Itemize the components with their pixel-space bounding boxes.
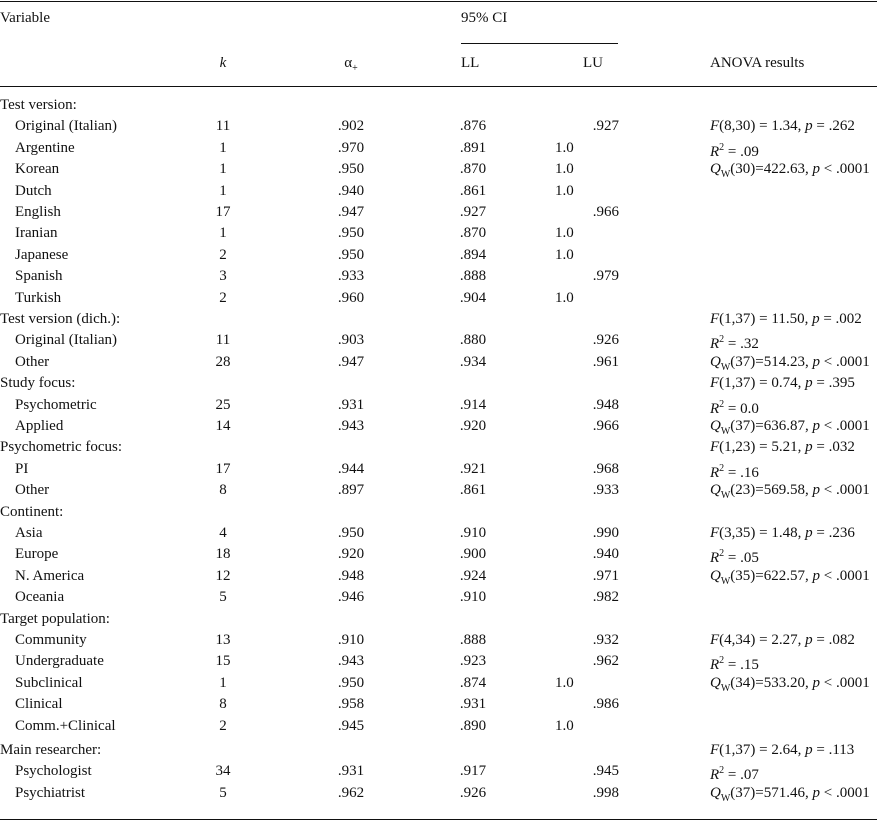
row-k: 2 <box>219 717 227 734</box>
row-lu: .982 <box>592 589 619 606</box>
anova-line: $R^2 = .09$ <box>710 141 759 160</box>
row-label: Dutch <box>15 182 52 199</box>
row-lu: 1.0 <box>555 225 574 242</box>
anova-line: F(3,35) = 1.48, p = .236 <box>710 525 855 541</box>
row-alpha: .897 <box>337 482 365 499</box>
row-alpha: .945 <box>337 717 365 734</box>
header-ci: 95% CI <box>461 10 508 26</box>
row-label: Undergraduate <box>15 653 104 670</box>
row-label: Original (Italian) <box>15 332 118 349</box>
row-lu: .933 <box>592 482 619 499</box>
row-label: Europe <box>15 546 59 563</box>
row-lu: .966 <box>592 418 619 434</box>
row-alpha: .958 <box>337 696 365 713</box>
row-label: Subclinical <box>15 674 83 691</box>
row-label: PI <box>15 460 29 477</box>
row-ll: .927 <box>459 204 487 220</box>
anova-line: $Q_W(35)=622.57$, p < .0001 <box>710 567 870 587</box>
anova-line: F(8,30) = 1.34, p = .262 <box>710 118 855 135</box>
header-anova: ANOVA results <box>710 55 805 71</box>
header-rule <box>0 86 877 87</box>
row-k: 1 <box>219 161 227 178</box>
row-label: Clinical <box>15 696 63 713</box>
group-title: Test version (dich.): <box>0 311 121 327</box>
row-k: 15 <box>215 653 231 670</box>
anova-line: $R^2 = .07$ <box>710 765 759 784</box>
row-lu: .990 <box>592 525 619 541</box>
row-alpha: .931 <box>337 396 365 413</box>
row-k: 1 <box>219 182 227 199</box>
row-lu: 1.0 <box>555 717 574 734</box>
row-ll: .931 <box>459 696 487 713</box>
row-label: English <box>15 204 61 220</box>
group-title: Psychometric focus: <box>0 439 123 456</box>
header-alpha: $\alpha_+$ <box>344 55 358 74</box>
row-lu: 1.0 <box>555 289 574 306</box>
row-label: Original (Italian) <box>15 118 118 135</box>
anova-line: $Q_W(30)=422.63$, p < .0001 <box>710 161 870 181</box>
anova-line: F(1,23) = 5.21, p = .032 <box>710 439 855 456</box>
row-k: 12 <box>215 567 231 584</box>
row-k: 11 <box>215 118 231 135</box>
row-lu: .932 <box>592 632 619 648</box>
anova-line: F(4,34) = 2.27, p = .082 <box>710 632 855 648</box>
anova-line: $R^2 = .15$ <box>710 655 759 674</box>
row-lu: .927 <box>592 118 619 135</box>
anova-line: $Q_W(37)=636.87$, p < .0001 <box>710 418 870 437</box>
row-alpha: .947 <box>337 204 365 220</box>
header-lu: LU <box>583 55 603 71</box>
row-k: 11 <box>215 332 231 349</box>
row-alpha: .910 <box>337 632 365 648</box>
row-k: 8 <box>219 482 227 499</box>
ci-rule <box>461 43 618 44</box>
row-ll: .888 <box>459 268 487 285</box>
row-lu: .968 <box>592 460 619 477</box>
row-ll: .910 <box>459 589 487 606</box>
row-lu: .962 <box>592 653 619 670</box>
row-alpha: .950 <box>337 525 365 541</box>
row-ll: .917 <box>459 763 487 780</box>
row-alpha: .962 <box>337 784 365 801</box>
group-title: Main researcher: <box>0 742 102 758</box>
row-label: Korean <box>15 161 60 178</box>
row-alpha: .946 <box>337 589 365 606</box>
row-label: Applied <box>15 418 64 434</box>
row-alpha: .970 <box>337 139 365 156</box>
row-k: 8 <box>219 696 227 713</box>
row-label: Community <box>15 632 87 648</box>
row-alpha: .950 <box>337 674 365 691</box>
row-label: Other <box>15 353 50 370</box>
row-k: 1 <box>219 139 227 156</box>
row-ll: .861 <box>459 182 487 199</box>
row-lu: 1.0 <box>555 139 574 156</box>
row-label: Psychiatrist <box>15 784 85 801</box>
row-alpha: .903 <box>337 332 365 349</box>
row-k: 13 <box>215 632 231 648</box>
row-ll: .926 <box>459 784 487 801</box>
row-ll: .894 <box>459 246 487 263</box>
row-alpha: .944 <box>337 460 365 477</box>
anova-line: F(1,37) = 2.64, p = .113 <box>710 742 855 758</box>
header-k: k <box>219 55 227 71</box>
row-ll: .904 <box>459 289 487 306</box>
row-k: 3 <box>219 268 227 285</box>
row-ll: .920 <box>459 418 487 434</box>
row-ll: .900 <box>459 546 487 563</box>
row-alpha: .933 <box>337 268 365 285</box>
row-lu: .986 <box>592 696 619 713</box>
row-label: Argentine <box>15 139 75 156</box>
anova-line: F(1,37) = 11.50, p = .002 <box>710 311 862 327</box>
row-ll: .924 <box>459 567 487 584</box>
anova-line: $Q_W(23)=569.58$, p < .0001 <box>710 482 870 502</box>
row-lu: .966 <box>592 204 619 220</box>
anova-line: F(1,37) = 0.74, p = .395 <box>710 375 855 392</box>
row-label: Oceania <box>15 589 65 606</box>
row-alpha: .950 <box>337 225 365 242</box>
row-label: Comm.+Clinical <box>15 717 116 734</box>
row-label: Other <box>15 482 50 499</box>
row-ll: .861 <box>459 482 487 499</box>
row-lu: .979 <box>592 268 619 285</box>
row-label: Psychologist <box>15 763 92 780</box>
row-lu: .961 <box>592 353 619 370</box>
row-label: Psychometric <box>15 396 97 413</box>
row-label: N. America <box>15 567 85 584</box>
group-title: Study focus: <box>0 375 76 392</box>
row-ll: .934 <box>459 353 487 370</box>
row-k: 17 <box>215 204 231 220</box>
row-ll: .923 <box>459 653 487 670</box>
header-ll: LL <box>461 55 480 71</box>
row-alpha: .960 <box>337 289 365 306</box>
row-alpha: .940 <box>337 182 365 199</box>
anova-line: $R^2 = .32$ <box>710 334 759 353</box>
row-label: Japanese <box>15 246 69 263</box>
row-k: 17 <box>215 460 231 477</box>
row-alpha: .947 <box>337 353 365 370</box>
row-k: 5 <box>219 784 227 801</box>
row-ll: .891 <box>459 139 487 156</box>
row-label: Spanish <box>15 268 63 285</box>
row-k: 5 <box>219 589 227 606</box>
group-title: Target population: <box>0 610 110 627</box>
row-label: Iranian <box>15 225 58 242</box>
row-alpha: .943 <box>337 418 365 434</box>
header-variable: Variable <box>0 10 50 26</box>
row-ll: .870 <box>459 161 487 178</box>
row-k: 14 <box>215 418 231 434</box>
row-alpha: .902 <box>337 118 365 135</box>
row-k: 34 <box>215 763 231 780</box>
row-k: 1 <box>219 225 227 242</box>
anova-line: $R^2 = .16$ <box>710 462 759 481</box>
row-k: 4 <box>219 525 227 541</box>
top-rule <box>0 1 877 2</box>
row-lu: .971 <box>592 567 619 584</box>
row-alpha: .950 <box>337 246 365 263</box>
row-lu: .998 <box>592 784 619 801</box>
row-ll: .870 <box>459 225 487 242</box>
group-title: Test version: <box>0 97 77 113</box>
row-alpha: .950 <box>337 161 365 178</box>
row-alpha: .943 <box>337 653 365 670</box>
anova-line: $Q_W(34)=533.20$, p < .0001 <box>710 674 870 694</box>
row-alpha: .948 <box>337 567 365 584</box>
anova-line: $Q_W(37)=514.23$, p < .0001 <box>710 353 870 373</box>
row-lu: 1.0 <box>555 674 574 691</box>
row-ll: .874 <box>459 674 487 691</box>
row-k: 1 <box>219 674 227 691</box>
row-ll: .876 <box>459 118 487 135</box>
row-k: 2 <box>219 246 227 263</box>
row-label: Turkish <box>15 289 62 306</box>
row-k: 25 <box>215 396 231 413</box>
anova-line: $R^2 = .05$ <box>710 548 759 567</box>
anova-line: $Q_W(37)=571.46$, p < .0001 <box>710 784 870 804</box>
group-title: Continent: <box>0 503 64 520</box>
row-ll: .921 <box>459 460 487 477</box>
row-k: 28 <box>215 353 231 370</box>
row-ll: .914 <box>459 396 487 413</box>
row-lu: .926 <box>592 332 619 349</box>
row-label: Asia <box>15 525 43 541</box>
row-lu: .945 <box>592 763 619 780</box>
row-lu: 1.0 <box>555 182 574 199</box>
row-ll: .888 <box>459 632 487 648</box>
row-ll: .910 <box>459 525 487 541</box>
row-ll: .890 <box>459 717 487 734</box>
anova-line: $R^2 = 0.0$ <box>710 398 759 417</box>
row-alpha: .931 <box>337 763 365 780</box>
row-alpha: .920 <box>337 546 365 563</box>
row-lu: 1.0 <box>555 246 574 263</box>
row-lu: .940 <box>592 546 619 563</box>
row-lu: .948 <box>592 396 619 413</box>
row-ll: .880 <box>459 332 487 349</box>
row-lu: 1.0 <box>555 161 574 178</box>
bottom-rule <box>0 819 877 820</box>
row-k: 2 <box>219 289 227 306</box>
row-k: 18 <box>215 546 231 563</box>
